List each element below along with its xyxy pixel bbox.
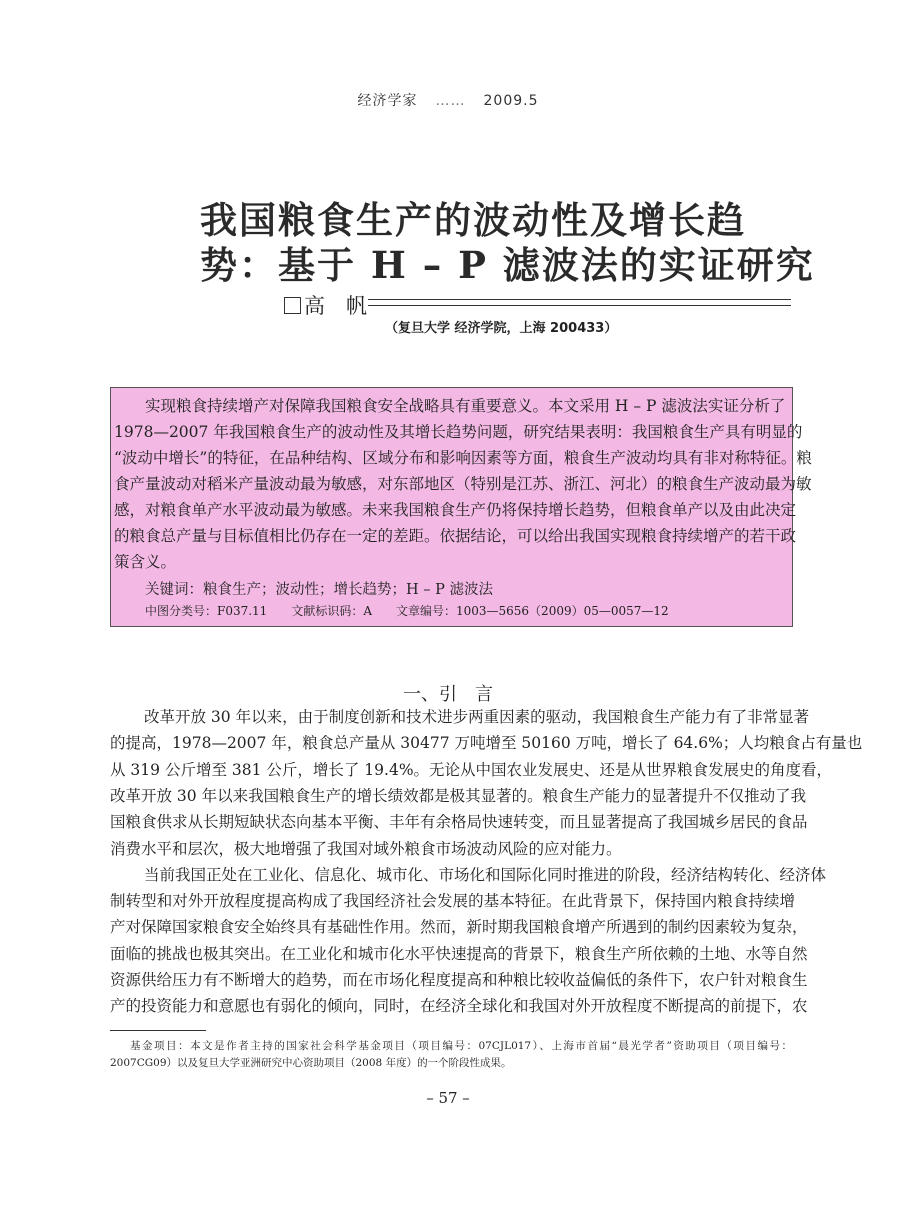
abstract-line: 1978—2007 年我国粮食生产的波动性及其增长趋势问题，研究结果表明：我国粮食生产具有明显的 xyxy=(114,423,803,441)
paragraph-line: 国粮食供求从长期短缺状态向基本平衡、丰年有余格局快速转变，而且显著提高了我国城乡居民的食品 xyxy=(110,813,808,832)
abstract-box xyxy=(110,387,812,627)
paragraph-line: 的提高，1978—2007 年，粮食总产量从 30477 万吨增至 50160 万吨，增长了 64.6%；人均粮食占有量也 xyxy=(110,734,863,753)
paragraph-line: 当前我国正处在工业化、信息化、城市化、市场化和国际化同时推进的阶段，经济结构转化、经济体 xyxy=(144,865,827,884)
author-name: 高 帆 xyxy=(304,294,367,318)
paragraph-line: 制转型和对外开放程度提高构成了我国经济社会发展的基本特征。在此背景下，保持国内粮食持续增 xyxy=(110,892,795,911)
section-heading: 一、引 言 xyxy=(403,684,493,705)
paragraph-line: 改革开放 30 年以来，由于制度创新和技术进步两重因素的驱动，我国粮食生产能力有了非常显著 xyxy=(144,708,810,726)
author-box-icon xyxy=(284,297,301,314)
header-dots: …… xyxy=(435,93,466,109)
paragraph-line: 消费水平和层次，极大地增强了我国对域外粮食市场波动风险的应对能力。 xyxy=(110,839,622,858)
classification-info: 中图分类号：F037.11 文献标识码：A 文章编号：1003—5656（2009）05—0057—12 xyxy=(145,604,669,618)
paragraph-line: 产的投资能力和意愿也有弱化的倾向，同时，在经济全球化和我国对外开放程度不断提高的前提下，农 xyxy=(110,997,808,1016)
paragraph-line: 从 319 公斤增至 381 公斤，增长了 19.4%。无论从中国农业发展史、还是从世界粮食发展史的角度看， xyxy=(110,760,833,779)
page-number: – 57 – xyxy=(426,1089,470,1107)
abstract-line: 实现粮食持续增产对保障我国粮食安全战略具有重要意义。本文采用 H – P 滤波法实证分析了 xyxy=(145,397,786,415)
keywords: 关键词：粮食生产；波动性；增长趋势；H – P 滤波法 xyxy=(145,582,493,598)
running-header xyxy=(0,90,896,110)
paragraph-line: 产对保障国家粮食安全始终具有基础性作用。然而，新时期我国粮食增产所遇到的制约因素较为复杂， xyxy=(110,918,808,937)
abstract-line: 食产量波动对稻米产量波动最为敏感，对东部地区（特别是江苏、浙江、河北）的粮食生产波动最为敏 xyxy=(114,475,812,493)
paragraph-line: 资源供给压力有不断增大的趋势，而在市场化程度提高和种粮比较收益偏低的条件下，农户针对粮食生 xyxy=(110,971,808,989)
footnote-rule xyxy=(110,1030,206,1031)
affiliation: （复旦大学 经济学院，上海 200433） xyxy=(385,321,618,336)
abstract-line: 策含义。 xyxy=(114,553,177,571)
paragraph-line: 面临的挑战也极其突出。在工业化和城市化水平快速提高的背景下，粮食生产所依赖的土地、水等自然 xyxy=(110,944,808,963)
title-line-2: 势：基于 H – P 滤波法的实证研究 xyxy=(200,243,815,287)
paragraph-line: 改革开放 30 年以来我国粮食生产的增长绩效都是极其显著的。粮食生产能力的显著提升不仅推动了我 xyxy=(110,786,807,805)
abstract-line: 感，对粮食单产水平波动最为敏感。未来我国粮食生产仍将保持增长趋势，但粮食单产以及由此决定 xyxy=(114,501,797,519)
abstract-line: “波动中增长”的特征，在品种结构、区域分布和影响因素等方面，粮食生产波动均具有非对称特征。粮 xyxy=(114,449,812,467)
double-rule xyxy=(368,299,791,306)
author xyxy=(284,290,367,320)
journal-name: 经济学家 xyxy=(357,93,418,109)
footnote-line: 2007CG09）以及复旦大学亚洲研究中心资助项目（2008 年度）的一个阶段性成果。 xyxy=(110,1057,512,1069)
footnote-line: 基金项目：本文是作者主持的国家社会科学基金项目（项目编号：07CJL017）、上海市首届“晨光学者”资助项目（项目编号： xyxy=(130,1040,792,1052)
issue-number: 2009.5 xyxy=(483,93,539,109)
abstract-line: 的粮食总产量与目标值相比仍存在一定的差距。依据结论，可以给出我国实现粮食持续增产的若干政 xyxy=(114,527,797,545)
title-line-1: 我国粮食生产的波动性及增长趋 xyxy=(200,198,746,242)
